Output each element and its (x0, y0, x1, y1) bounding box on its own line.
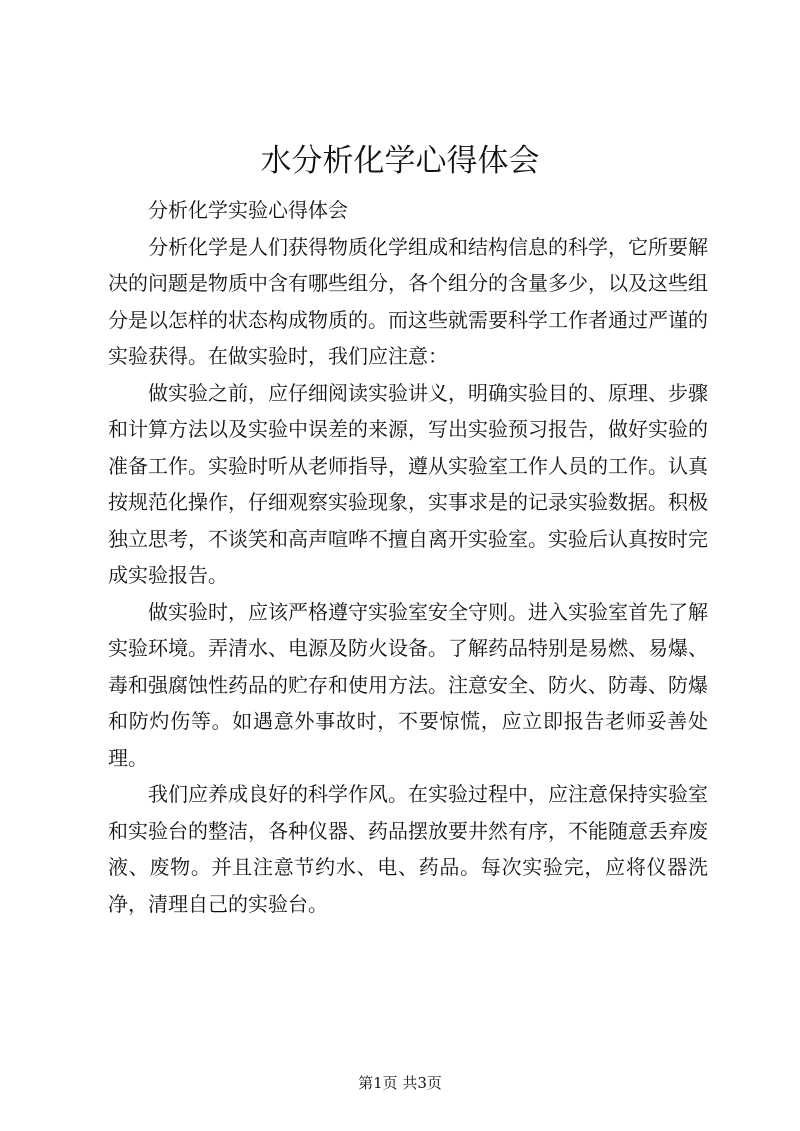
paragraph-preparation: 做实验之前，应仔细阅读实验讲义，明确实验目的、原理、步骤和计算方法以及实验中误差的来源，写出实验预习报告，做好实验的准备工作。实验时听从老师指导，遵从实验室工作人员的工作。认真按规范化操作，仔细观察实验现象，实事求是的记录实验数据。积极独立思考，不谈笑和高声喧哗不擅自离开实验室。实验后认真按时完成实验报告。 (108, 380, 708, 587)
paragraph-scientific-style: 我们应养成良好的科学作风。在实验过程中，应注意保持实验室和实验台的整洁，各种仪器、药品摆放要井然有序，不能随意丢弃废液、废物。并且注意节约水、电、药品。每次实验完，应将仪器洗净，清理自己的实验台。 (108, 782, 708, 916)
page-number-footer: 第1页 共3页 (358, 1074, 442, 1092)
paragraph-safety: 做实验时，应该严格遵守实验室安全守则。进入实验室首先了解实验环境。弄清水、电源及防火设备。了解药品特别是易燃、易爆、毒和强腐蚀性药品的贮存和使用方法。注意安全、防火、防毒、防爆和防灼伤等。如遇意外事故时，不要惊慌，应立即报告老师妥善处理。 (108, 599, 708, 770)
document-title: 水分析化学心得体会 (260, 143, 540, 179)
paragraph-intro: 分析化学是人们获得物质化学组成和结构信息的科学，它所要解决的问题是物质中含有哪些组分，各个组分的含量多少，以及这些组分是以怎样的状态构成物质的。而这些就需要科学工作者通过严谨的实验获得。在做实验时，我们应注意： (108, 234, 708, 368)
document-body (108, 192, 708, 922)
paragraph-subtitle: 分析化学实验心得体会 (148, 198, 348, 222)
